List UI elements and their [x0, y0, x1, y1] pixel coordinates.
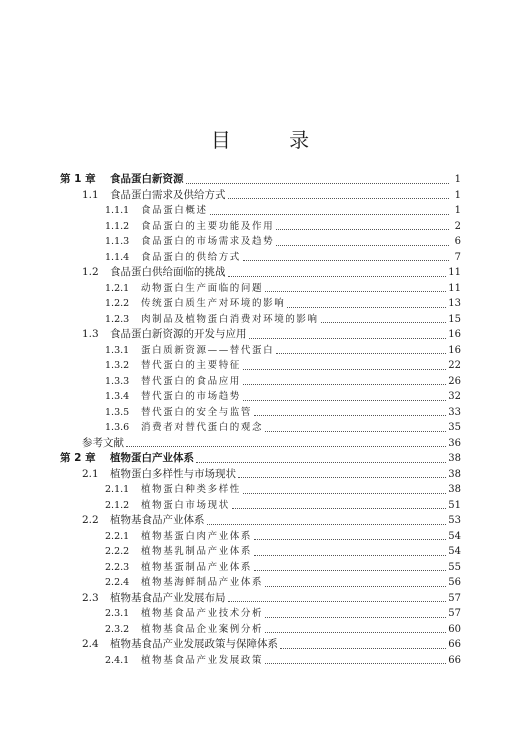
toc-entry-page-number: 66: [448, 639, 461, 650]
toc-entry-page-number: 7: [454, 251, 461, 263]
toc-subsection-entry[interactable]: [60, 544, 461, 560]
toc-subsection-entry[interactable]: [60, 250, 461, 266]
toc-entry-number: 2.3.1: [105, 608, 130, 619]
toc-dot-leader: [210, 214, 449, 215]
toc-dot-leader: [228, 601, 447, 602]
toc-dot-leader: [265, 632, 446, 633]
toc-entry-page-number: 38: [448, 453, 461, 464]
toc-references-entry[interactable]: [60, 436, 461, 452]
toc-entry-title: 食品蛋白概述: [141, 205, 208, 216]
toc-entry-page-number: 57: [448, 592, 461, 604]
toc-entry-title: 替代蛋白的主要特征: [141, 360, 241, 371]
toc-dot-leader: [228, 198, 450, 199]
table-of-contents: [60, 172, 461, 668]
toc-entry-page-number: 35: [448, 422, 461, 433]
toc-entry-title: 替代蛋白的食品应用: [141, 375, 241, 387]
toc-entry-page-number: 56: [448, 577, 461, 588]
toc-entry-number: 1.1.4: [105, 251, 130, 263]
toc-entry-number: 2.3: [82, 591, 99, 604]
toc-entry-title: 植物基海鲜制品产业体系: [141, 577, 264, 588]
toc-dot-leader: [243, 369, 446, 370]
toc-entry-page-number: 53: [448, 515, 461, 526]
toc-entry-title: 植物蛋白产业体系: [110, 452, 194, 464]
toc-dot-leader: [265, 586, 446, 587]
toc-dot-leader: [287, 307, 446, 308]
toc-subsection-entry[interactable]: [60, 312, 461, 328]
toc-entry-number: 2.3.2: [105, 623, 130, 635]
toc-entry-page-number: 1: [454, 205, 461, 216]
toc-section-entry[interactable]: [60, 513, 461, 529]
toc-entry-title: 植物基蛋白肉产业体系: [141, 530, 253, 542]
toc-entry-page-number: 26: [448, 375, 461, 387]
toc-subsection-entry[interactable]: [60, 575, 461, 591]
toc-entry-title: 植物蛋白多样性与市场现状: [110, 467, 236, 480]
toc-subsection-entry[interactable]: [60, 420, 461, 436]
toc-entry-number: 1.3.3: [105, 375, 130, 387]
toc-entry-title: 消费者对替代蛋白的观念: [141, 422, 264, 433]
toc-entry-title: 食品蛋白的主要功能及作用: [141, 220, 275, 232]
toc-entry-number: 1.2.3: [105, 313, 130, 325]
toc-entry-title: 动物蛋白生产面临的问题: [141, 282, 264, 294]
toc-section-entry[interactable]: [60, 591, 461, 607]
toc-entry-title: 食品蛋白新资源: [110, 173, 184, 185]
toc-chapter-entry[interactable]: [60, 451, 461, 467]
toc-entry-page-number: 32: [448, 391, 461, 402]
toc-entry-page-number: 1: [454, 189, 461, 201]
toc-entry-title: 植物基食品产业发展政策与保障体系: [110, 638, 278, 650]
toc-entry-number: 1.3.5: [105, 406, 130, 418]
toc-dot-leader: [228, 276, 447, 277]
toc-entry-number: 第 1 章: [60, 173, 96, 185]
toc-entry-number: 1.3.1: [105, 344, 130, 356]
toc-entry-page-number: 51: [448, 499, 461, 511]
toc-entry-number: 2.2.4: [105, 577, 130, 588]
toc-dot-leader: [265, 663, 446, 664]
toc-section-entry[interactable]: [60, 265, 461, 281]
toc-entry-page-number: 13: [448, 298, 461, 309]
toc-entry-number: 2.4.1: [105, 654, 130, 666]
toc-entry-page-number: 55: [448, 561, 461, 573]
toc-entry-title: 食品蛋白的市场需求及趋势: [141, 236, 275, 247]
toc-entry-title: 参考文献: [82, 436, 124, 449]
toc-entry-page-number: 6: [454, 236, 461, 247]
toc-entry-number: 2.1.1: [105, 484, 130, 495]
toc-entry-number: 2.2.3: [105, 561, 130, 573]
toc-entry-number: 1.2.2: [105, 298, 130, 309]
toc-dot-leader: [265, 617, 446, 618]
toc-entry-page-number: 1: [454, 174, 461, 185]
toc-entry-number: 1.1.3: [105, 236, 130, 247]
toc-entry-page-number: 60: [448, 623, 461, 635]
toc-entry-number: 第 2 章: [60, 452, 96, 464]
toc-dot-leader: [254, 415, 446, 416]
toc-entry-number: 1.1: [82, 188, 99, 201]
toc-subsection-entry[interactable]: [60, 358, 461, 374]
toc-dot-leader: [276, 245, 449, 246]
toc-entry-title: 植物蛋白市场现状: [141, 499, 230, 511]
toc-dot-leader: [276, 353, 446, 354]
toc-subsection-entry[interactable]: [60, 653, 461, 669]
toc-entry-number: 2.1.2: [105, 499, 130, 511]
toc-dot-leader: [321, 322, 447, 323]
toc-entry-page-number: 38: [448, 468, 461, 480]
toc-entry-number: 2.2.2: [105, 546, 130, 557]
toc-entry-title: 植物基乳制品产业体系: [141, 546, 253, 557]
toc-chapter-entry[interactable]: [60, 172, 461, 188]
toc-entry-title: 植物基蛋制品产业体系: [141, 561, 253, 573]
toc-entry-title: 植物基食品产业技术分析: [141, 608, 264, 619]
toc-dot-leader: [126, 446, 446, 447]
toc-entry-title: 植物基食品企业案例分析: [141, 623, 264, 635]
toc-entry-title: 植物基食品产业体系: [110, 514, 205, 526]
toc-subsection-entry[interactable]: [60, 203, 461, 219]
toc-entry-page-number: 66: [448, 654, 461, 666]
toc-entry-page-number: 38: [448, 484, 461, 495]
toc-subsection-entry[interactable]: [60, 219, 461, 235]
toc-entry-number: 1.3: [82, 328, 99, 340]
toc-entry-number: 1.1.2: [105, 220, 130, 232]
toc-entry-page-number: 16: [448, 329, 461, 340]
toc-entry-title: 传统蛋白质生产对环境的影响: [141, 298, 286, 309]
toc-entry-number: 1.3.2: [105, 360, 130, 371]
toc-entry-number: 1.1.1: [105, 205, 130, 216]
page-title: 目 录: [210, 128, 336, 152]
toc-subsection-entry[interactable]: [60, 405, 461, 421]
toc-dot-leader: [207, 524, 447, 525]
toc-dot-leader: [186, 183, 450, 184]
toc-subsection-entry[interactable]: [60, 234, 461, 250]
toc-dot-leader: [254, 570, 446, 571]
toc-section-entry[interactable]: [60, 327, 461, 343]
toc-entry-title: 植物蛋白种类多样性: [141, 484, 241, 495]
toc-entry-page-number: 54: [448, 530, 461, 542]
toc-subsection-entry[interactable]: [60, 529, 461, 545]
toc-dot-leader: [265, 291, 446, 292]
toc-entry-title: 替代蛋白的市场趋势: [141, 391, 241, 402]
toc-subsection-entry[interactable]: [60, 343, 461, 359]
toc-entry-number: 1.2.1: [105, 282, 130, 294]
toc-dot-leader: [254, 555, 446, 556]
toc-entry-page-number: 16: [448, 344, 461, 356]
toc-entry-page-number: 2: [454, 220, 461, 232]
toc-dot-leader: [249, 338, 447, 339]
toc-entry-page-number: 36: [448, 437, 461, 449]
toc-entry-number: 1.3.4: [105, 391, 130, 402]
toc-subsection-entry[interactable]: [60, 482, 461, 498]
toc-entry-page-number: 57: [448, 608, 461, 619]
toc-subsection-entry[interactable]: [60, 389, 461, 405]
toc-entry-title: 植物基食品产业发展政策: [141, 654, 264, 666]
toc-subsection-entry[interactable]: [60, 622, 461, 638]
toc-entry-page-number: 22: [448, 360, 461, 371]
toc-dot-leader: [243, 384, 446, 385]
toc-dot-leader: [254, 539, 446, 540]
toc-entry-title: 肉制品及植物蛋白消费对环境的影响: [141, 313, 319, 325]
toc-entry-title: 食品蛋白需求及供给方式: [110, 188, 226, 201]
toc-dot-leader: [232, 508, 446, 509]
toc-dot-leader: [243, 260, 449, 261]
toc-entry-page-number: 11: [448, 282, 461, 294]
toc-subsection-entry[interactable]: [60, 296, 461, 312]
toc-entry-number: 2.2: [82, 514, 99, 526]
toc-dot-leader: [265, 431, 446, 432]
toc-entry-title: 食品蛋白的供给方式: [141, 251, 241, 263]
toc-entry-page-number: 11: [448, 267, 461, 278]
toc-entry-title: 食品蛋白供给面临的挑战: [110, 266, 226, 278]
toc-entry-page-number: 33: [448, 406, 461, 418]
toc-section-entry[interactable]: [60, 467, 461, 483]
toc-dot-leader: [280, 648, 446, 649]
toc-entry-number: 2.2.1: [105, 530, 130, 542]
toc-dot-leader: [238, 477, 446, 478]
toc-entry-title: 蛋白质新资源——替代蛋白: [141, 344, 275, 356]
toc-entry-title: 植物基食品产业发展布局: [110, 591, 226, 604]
toc-dot-leader: [196, 462, 446, 463]
toc-section-entry[interactable]: [60, 637, 461, 653]
toc-subsection-entry[interactable]: [60, 281, 461, 297]
toc-subsection-entry[interactable]: [60, 498, 461, 514]
toc-entry-number: 2.4: [82, 638, 99, 650]
toc-subsection-entry[interactable]: [60, 560, 461, 576]
toc-dot-leader: [243, 493, 446, 494]
toc-dot-leader: [276, 229, 449, 230]
toc-subsection-entry[interactable]: [60, 374, 461, 390]
toc-entry-number: 1.2: [82, 266, 99, 278]
toc-entry-title: 替代蛋白的安全与监管: [141, 406, 253, 418]
toc-dot-leader: [243, 400, 446, 401]
toc-entry-page-number: 54: [448, 546, 461, 557]
toc-subsection-entry[interactable]: [60, 606, 461, 622]
toc-entry-title: 食品蛋白新资源的开发与应用: [110, 328, 247, 340]
toc-section-entry[interactable]: [60, 188, 461, 204]
toc-entry-page-number: 15: [448, 313, 461, 325]
toc-entry-number: 2.1: [82, 467, 99, 480]
toc-entry-number: 1.3.6: [105, 422, 130, 433]
